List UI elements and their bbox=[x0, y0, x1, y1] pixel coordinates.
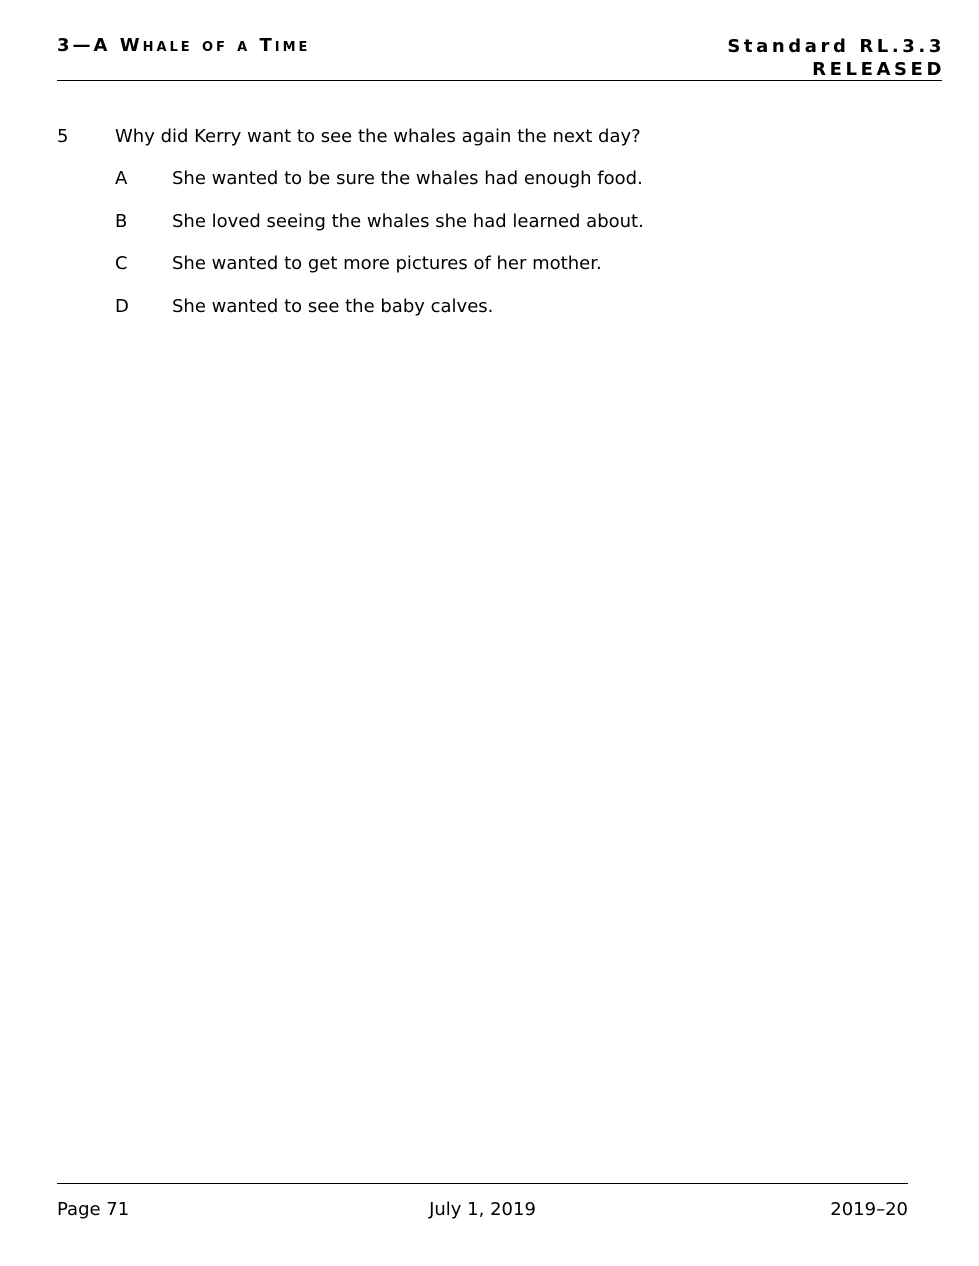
option-text: She wanted to see the baby calves. bbox=[172, 295, 494, 317]
question-number: 5 bbox=[57, 126, 69, 147]
page-number: Page 71 bbox=[57, 1199, 130, 1220]
question-5 bbox=[57, 126, 937, 338]
option-d[interactable] bbox=[57, 296, 937, 320]
release-status: RELEASED bbox=[812, 59, 945, 80]
page-header bbox=[57, 32, 945, 81]
option-b[interactable] bbox=[57, 211, 937, 235]
school-year: 2019–20 bbox=[830, 1199, 908, 1220]
option-letter: B bbox=[115, 210, 128, 232]
option-letter: A bbox=[115, 168, 128, 189]
page-footer bbox=[57, 1183, 908, 1234]
option-text: She loved seeing the whales she had learned about. bbox=[172, 210, 644, 232]
question-stem bbox=[57, 126, 937, 150]
question-text: Why did Kerry want to see the whales again the next day? bbox=[115, 126, 641, 147]
option-text: She wanted to be sure the whales had enough food. bbox=[172, 168, 643, 189]
standard-code: Standard RL.3.3 bbox=[727, 36, 945, 57]
footer-date: July 1, 2019 bbox=[429, 1199, 536, 1220]
passage-title: 3—A Whale of a Time bbox=[57, 35, 311, 56]
option-letter: C bbox=[115, 253, 128, 274]
option-a[interactable] bbox=[57, 168, 937, 192]
answer-options bbox=[57, 168, 937, 320]
option-c[interactable] bbox=[57, 253, 937, 277]
option-text: She wanted to get more pictures of her mother. bbox=[172, 253, 602, 274]
standard-block bbox=[727, 35, 945, 81]
option-letter: D bbox=[115, 295, 129, 317]
